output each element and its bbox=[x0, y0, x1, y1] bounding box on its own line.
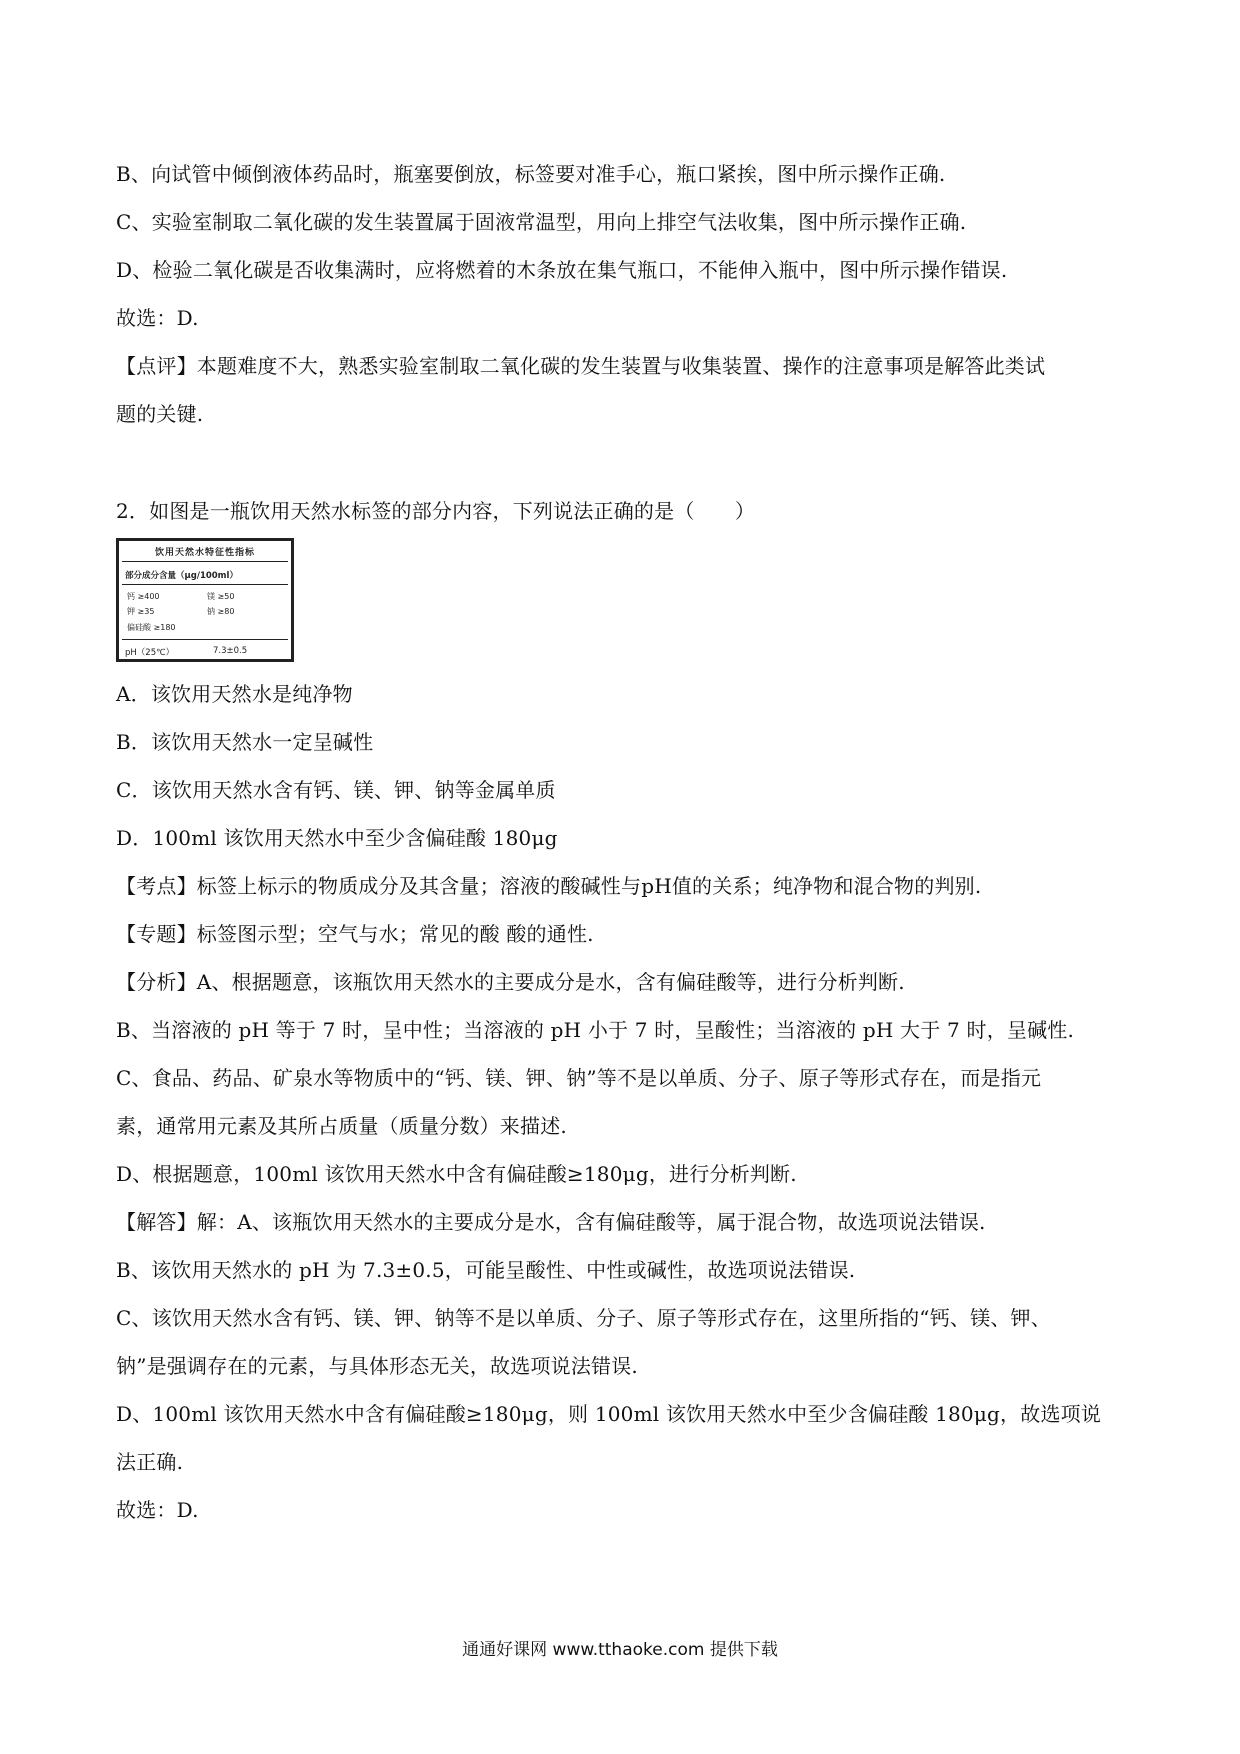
water-label-figure bbox=[116, 538, 294, 662]
label-divider bbox=[122, 584, 288, 585]
label-magnesium: 镁 ≥50 bbox=[207, 592, 235, 601]
label-calcium: 钙 ≥400 bbox=[127, 592, 160, 601]
label-title: 饮用天然水特征性指标 bbox=[154, 548, 255, 558]
solution-d-line2: 法正确. bbox=[116, 1450, 184, 1474]
solution-c-line2: 钠”是强调存在的元素，与具体形态无关，故选项说法错误. bbox=[116, 1354, 638, 1378]
analysis-c-line2: 素，通常用元素及其所占质量（质量分数）来描述. bbox=[116, 1114, 567, 1138]
solution-answer: 故选：D. bbox=[116, 1498, 199, 1522]
solution-d-line1: D、100ml 该饮用天然水中含有偏硅酸≥180μg，则 100ml 该饮用天然水中至少含偏硅酸 180μg，故选项说 bbox=[116, 1402, 1102, 1426]
option-a: A．该饮用天然水是纯净物 bbox=[116, 682, 353, 706]
label-divider bbox=[122, 639, 288, 640]
section1-comment-line1: 【点评】本题难度不大，熟悉实验室制取二氧化碳的发生装置与收集装置、操作的注意事项是解答此类试 bbox=[116, 354, 1046, 378]
label-ph-value: 7.3±0.5 bbox=[213, 646, 248, 656]
footer-source: 通通好课网 www.tthaoke.com 提供下载 bbox=[462, 1640, 778, 1660]
analysis-a: 【分析】A、根据题意，该瓶饮用天然水的主要成分是水，含有偏硅酸等，进行分析判断. bbox=[116, 970, 905, 994]
label-row bbox=[127, 606, 234, 617]
section1-comment-line2: 题的关键. bbox=[116, 402, 204, 426]
label-metasilicic-acid: 偏硅酸 ≥180 bbox=[127, 623, 176, 632]
label-divider bbox=[122, 561, 288, 562]
label-ph-row bbox=[125, 646, 248, 658]
label-potassium: 钾 ≥35 bbox=[127, 607, 155, 616]
label-subtitle: 部分成分含量（μg/100ml） bbox=[125, 571, 238, 581]
option-d: D．100ml 该饮用天然水中至少含偏硅酸 180μg bbox=[116, 826, 558, 850]
option-c: C．该饮用天然水含有钙、镁、钾、钠等金属单质 bbox=[116, 778, 556, 802]
section1-option-b-text: B、向试管中倾倒液体药品时，瓶塞要倒放，标签要对准手心，瓶口紧挨，图中所示操作正确. bbox=[116, 162, 946, 186]
section1-answer: 故选：D. bbox=[116, 306, 199, 330]
analysis-c-line1: C、食品、药品、矿泉水等物质中的“钙、镁、钾、钠”等不是以单质、分子、原子等形式存在，而是指元 bbox=[116, 1066, 1042, 1090]
label-ph-label: pH（25℃） bbox=[125, 648, 175, 658]
section1-option-c-text: C、实验室制取二氧化碳的发生装置属于固液常温型，用向上排空气法收集，图中所示操作正确. bbox=[116, 210, 967, 234]
kaodian-text: 【考点】标签上标示的物质成分及其含量；溶液的酸碱性与pH值的关系；纯净物和混合物的判别. bbox=[116, 874, 982, 898]
label-row bbox=[127, 591, 234, 602]
question2-stem: 2．如图是一瓶饮用天然水标签的部分内容，下列说法正确的是（ ） bbox=[116, 499, 756, 523]
label-sodium: 钠 ≥80 bbox=[207, 607, 235, 616]
section1-option-d-text: D、检验二氧化碳是否收集满时，应将燃着的木条放在集气瓶口，不能伸入瓶中，图中所示操作错误. bbox=[116, 258, 1008, 282]
analysis-d: D、根据题意，100ml 该饮用天然水中含有偏硅酸≥180μg，进行分析判断. bbox=[116, 1162, 797, 1186]
zhuanti-text: 【专题】标签图示型；空气与水；常见的酸 酸的通性. bbox=[116, 922, 594, 946]
label-row bbox=[127, 622, 176, 633]
solution-a: 【解答】解：A、该瓶饮用天然水的主要成分是水，含有偏硅酸等，属于混合物，故选项说法错误. bbox=[116, 1210, 986, 1234]
solution-c-line1: C、该饮用天然水含有钙、镁、钾、钠等不是以单质、分子、原子等形式存在，这里所指的“钙、镁、钾、 bbox=[116, 1306, 1051, 1330]
analysis-b: B、当溶液的 pH 等于 7 时，呈中性；当溶液的 pH 小于 7 时，呈酸性；当溶液的 pH 大于 7 时，呈碱性. bbox=[116, 1018, 1075, 1042]
solution-b: B、该饮用天然水的 pH 为 7.3±0.5，可能呈酸性、中性或碱性，故选项说法错误. bbox=[116, 1258, 856, 1282]
option-b: B．该饮用天然水一定呈碱性 bbox=[116, 730, 374, 754]
